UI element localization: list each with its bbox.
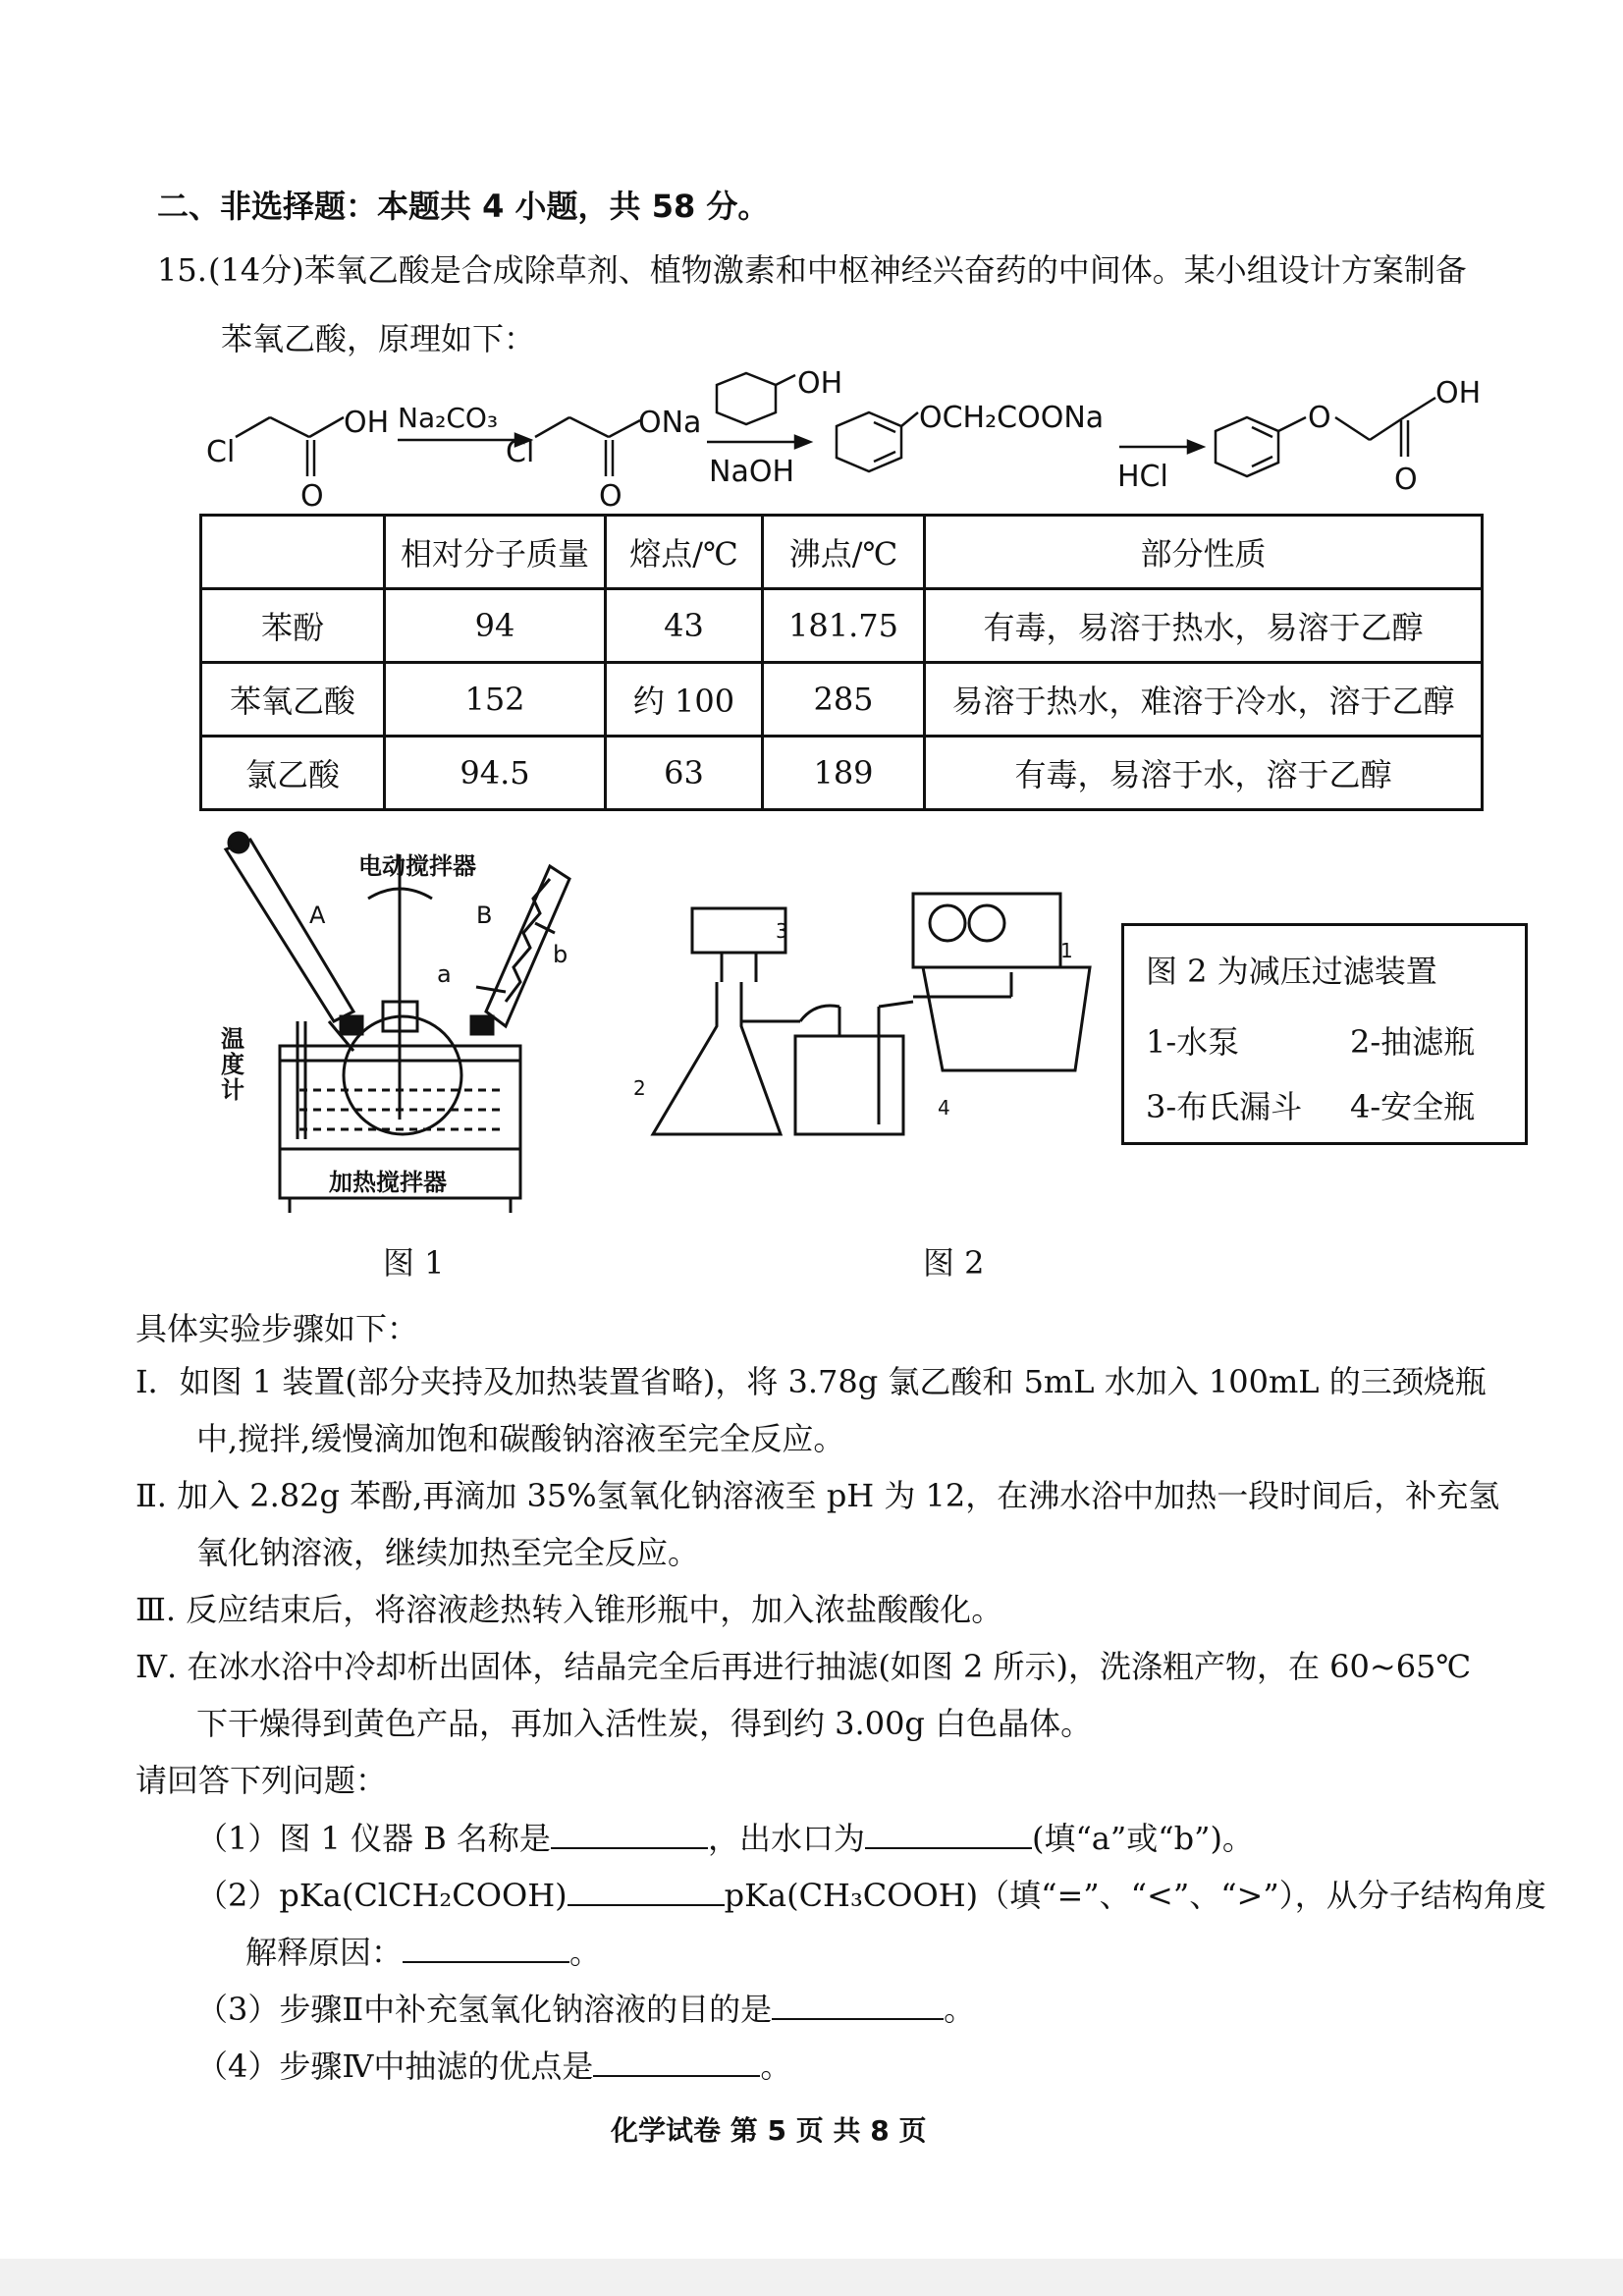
table-cell: 63 [606,737,763,810]
q2-text-c: 解释原因： [245,1934,404,1971]
q4-blank[interactable] [593,2046,760,2077]
section-title: 二、非选择题：本题共 4 小题，共 58 分。 [157,188,770,225]
fig1-label-a-upper: A [309,902,326,929]
q1-text-a: （1）图 1 仪器 B 名称是 [196,1820,551,1857]
reaction-scheme [196,363,1512,511]
scheme-oh-final: OH [1435,376,1482,410]
q1-text-c: (填“a”或“b”)。 [1031,1820,1254,1857]
bottom-band [0,2259,1623,2296]
legend-item-4: 4-安全瓶 [1350,1088,1476,1125]
q3-blank[interactable] [772,1989,944,2020]
q2-blank-1[interactable] [568,1875,725,1906]
fig2-num2: 2 [633,1076,646,1100]
scheme-reagent3: HCl [1117,460,1168,494]
table-cell: 181.75 [763,589,925,663]
question-number: 15. [157,251,207,289]
q3-text-b: 。 [944,1991,976,2028]
q2-blank-2[interactable] [403,1932,569,1963]
q1-blank-1[interactable] [551,1818,708,1849]
question-2-line2 [245,1932,601,1972]
table-cell: 易溶于热水，难溶于冷水，溶于乙醇 [925,663,1483,737]
steps-heading: 具体实验步骤如下： [135,1310,419,1347]
scheme-intermediate: OCH₂COONa [919,401,1105,435]
page-footer: 化学试卷 第 5 页 共 8 页 [611,2114,927,2147]
scheme-cl1: Cl [206,435,236,469]
table-cell: 189 [763,737,925,810]
scheme-o-final: O [1394,463,1418,497]
q2-text-d: 。 [569,1934,602,1971]
q3-text-a: （3）步骤Ⅱ中补充氢氧化钠溶液的目的是 [196,1991,773,2028]
table-cell: 有毒，易溶于热水，易溶于乙醇 [925,589,1483,663]
table-row [201,737,1483,810]
step1-line2: 中,搅拌,缓慢滴加饱和碳酸钠溶液至完全反应。 [196,1420,845,1457]
step1-line1: Ⅰ．如图 1 装置(部分夹持及加热装置省略)，将 3.78g 氯乙酸和 5mL 水加入 100mL 的三颈烧瓶 [135,1363,1487,1400]
q2-text-a: （2）pKa(ClCH₂COOH) [196,1877,568,1914]
table-header-cell: 部分性质 [925,516,1483,589]
figure1-apparatus [182,825,574,1218]
question-intro-line2: 苯氧乙酸，原理如下： [221,320,536,357]
legend-item-1: 1-水泵 [1146,1023,1240,1061]
fig1-label-b-upper: B [476,902,493,929]
table-cell: 苯氧乙酸 [201,663,385,737]
table-row [201,663,1483,737]
question-intro-line1: (14分)苯氧乙酸是合成除草剂、植物激素和中枢神经兴奋药的中间体。某小组设计方案制备 [208,251,1467,289]
q4-text-a: （4）步骤Ⅳ中抽滤的优点是 [196,2048,594,2085]
step2-line1: Ⅱ. 加入 2.82g 苯酚,再滴加 35%氢氧化钠溶液至 pH 为 12，在沸水浴中加热一段时间后，补充氢 [135,1477,1500,1514]
fig1-label-a-lower: a [437,960,452,988]
questions-heading: 请回答下列问题： [135,1762,388,1799]
scheme-reagent2: NaOH [709,455,794,489]
fig2-num3: 3 [776,919,788,943]
step4-line2: 下干燥得到黄色产品，再加入活性炭，得到约 3.00g 白色晶体。 [196,1705,1093,1742]
q2-text-b: pKa(CH₃COOH)（填“=”、“<”、“>”），从分子结构角度 [724,1877,1546,1914]
table-cell: 约 100 [606,663,763,737]
scheme-ona: ONa [638,406,702,440]
table-row [201,589,1483,663]
table-cell: 有毒，易溶于水，溶于乙醇 [925,737,1483,810]
figure2-legend [1121,923,1528,1145]
table-cell: 苯酚 [201,589,385,663]
question-2 [196,1875,1546,1915]
question-4 [196,2046,791,2086]
question-1 [196,1818,1254,1858]
table-cell: 285 [763,663,925,737]
figure2-caption: 图 2 [923,1244,985,1282]
q1-blank-2[interactable] [865,1818,1032,1849]
table-header-cell [201,516,385,589]
scheme-reagent1: Na₂CO₃ [398,402,499,434]
scheme-oh1: OH [344,406,390,440]
table-cell: 94 [385,589,606,663]
legend-title: 图 2 为减压过滤装置 [1146,953,1437,990]
table-cell: 43 [606,589,763,663]
table-header-cell: 相对分子质量 [385,516,606,589]
fig1-stirrer-label: 电动搅拌器 [358,852,476,880]
q4-text-b: 。 [760,2048,792,2085]
figure1-caption: 图 1 [383,1244,445,1282]
scheme-phenol-oh: OH [797,366,843,401]
fig2-num4: 4 [938,1096,950,1120]
table-cell: 94.5 [385,737,606,810]
properties-table [199,514,1484,811]
legend-item-2: 2-抽滤瓶 [1350,1023,1476,1061]
table-header-cell: 沸点/℃ [763,516,925,589]
legend-item-3: 3-布氏漏斗 [1146,1088,1303,1125]
fig1-thermometer-label: 温度计 [221,1025,244,1104]
step4-line1: Ⅳ. 在冰水浴中冷却析出固体，结晶完全后再进行抽滤(如图 2 所示)，洗涤粗产物，在 60~65℃ [135,1648,1472,1685]
step3-line1: Ⅲ. 反应结束后，将溶液趁热转入锥形瓶中，加入浓盐酸酸化。 [135,1591,1003,1628]
step2-line2: 氧化钠溶液，继续加热至完全反应。 [196,1534,700,1571]
scheme-o-ether: O [1308,401,1331,435]
fig1-heater-label: 加热搅拌器 [329,1169,447,1196]
table-header-cell: 熔点/℃ [606,516,763,589]
table-cell: 152 [385,663,606,737]
fig1-label-b-lower: b [553,941,568,968]
figure2-apparatus [628,874,1109,1159]
table-header-row [201,516,1483,589]
table-cell: 氯乙酸 [201,737,385,810]
q1-text-b: ，出水口为 [707,1820,865,1857]
scheme-cl2: Cl [506,435,535,469]
scheme-o1: O [300,479,324,511]
scheme-o2: O [599,479,622,511]
fig2-num1: 1 [1060,939,1073,962]
question-3 [196,1989,975,2029]
